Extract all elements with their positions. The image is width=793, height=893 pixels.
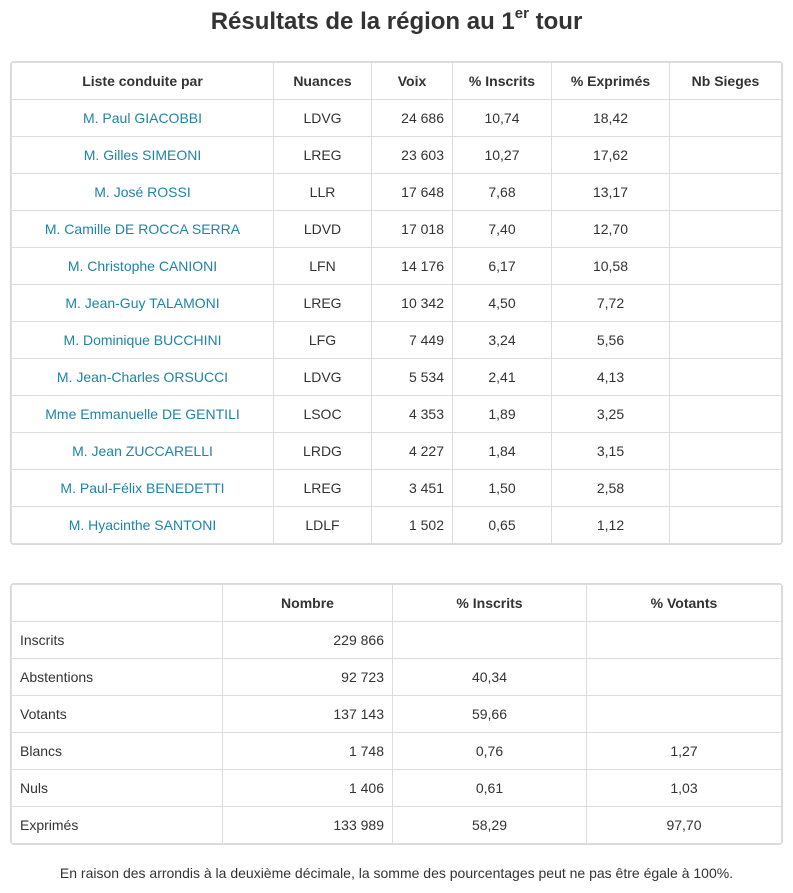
header-liste: Liste conduite par [12, 63, 274, 100]
header-pct-exprimes: % Exprimés [552, 63, 670, 100]
stat-nombre: 1 748 [223, 733, 393, 770]
candidate-link[interactable]: M. Dominique BUCCHINI [12, 322, 274, 359]
pct-inscrits-cell: 7,68 [453, 174, 552, 211]
stat-label: Inscrits [12, 622, 223, 659]
stat-pct-inscrits: 40,34 [393, 659, 587, 696]
pct-inscrits-cell: 1,84 [453, 433, 552, 470]
stat-pct-inscrits [393, 622, 587, 659]
voix-cell: 17 648 [372, 174, 453, 211]
pct-inscrits-cell: 10,74 [453, 100, 552, 137]
table-row [12, 396, 782, 433]
candidate-link[interactable]: M. Christophe CANIONI [12, 248, 274, 285]
stat-nombre: 1 406 [223, 770, 393, 807]
table-row [12, 770, 782, 807]
nb-sieges-cell [670, 322, 782, 359]
voix-cell: 24 686 [372, 100, 453, 137]
pct-inscrits-cell: 7,40 [453, 211, 552, 248]
pct-exprimes-cell: 2,58 [552, 470, 670, 507]
table-row [12, 433, 782, 470]
pct-exprimes-cell: 12,70 [552, 211, 670, 248]
nb-sieges-cell [670, 248, 782, 285]
table-row [12, 470, 782, 507]
header-nb-sieges: Nb Sieges [670, 63, 782, 100]
candidate-link[interactable]: M. Jean-Charles ORSUCCI [12, 359, 274, 396]
voix-cell: 7 449 [372, 322, 453, 359]
pct-exprimes-cell: 4,13 [552, 359, 670, 396]
stat-label: Exprimés [12, 807, 223, 844]
candidate-link[interactable]: M. Paul GIACOBBI [12, 100, 274, 137]
nuance-cell: LDVG [274, 359, 372, 396]
voix-cell: 23 603 [372, 137, 453, 174]
table-row [12, 137, 782, 174]
stats-header-row [12, 585, 782, 622]
pct-inscrits-cell: 1,89 [453, 396, 552, 433]
table-row [12, 322, 782, 359]
nuance-cell: LDVD [274, 211, 372, 248]
stat-nombre: 92 723 [223, 659, 393, 696]
stat-pct-votants [587, 659, 782, 696]
nuance-cell: LREG [274, 285, 372, 322]
stat-nombre: 137 143 [223, 696, 393, 733]
nb-sieges-cell [670, 100, 782, 137]
pct-inscrits-cell: 0,65 [453, 507, 552, 544]
results-table [11, 62, 782, 544]
header-empty [12, 585, 223, 622]
table-row [12, 248, 782, 285]
pct-exprimes-cell: 3,25 [552, 396, 670, 433]
pct-inscrits-cell: 6,17 [453, 248, 552, 285]
nb-sieges-cell [670, 359, 782, 396]
candidate-link[interactable]: M. José ROSSI [12, 174, 274, 211]
table-row [12, 659, 782, 696]
stat-pct-votants: 1,27 [587, 733, 782, 770]
stat-pct-votants [587, 696, 782, 733]
nb-sieges-cell [670, 174, 782, 211]
stat-pct-votants [587, 622, 782, 659]
title-main: Résultats de la région au 1 [210, 8, 515, 35]
nb-sieges-cell [670, 285, 782, 322]
nuance-cell: LFN [274, 248, 372, 285]
pct-inscrits-cell: 10,27 [453, 137, 552, 174]
nuance-cell: LSOC [274, 396, 372, 433]
pct-exprimes-cell: 17,62 [552, 137, 670, 174]
candidate-link[interactable]: M. Camille DE ROCCA SERRA [12, 211, 274, 248]
stat-pct-inscrits: 58,29 [393, 807, 587, 844]
table-row [12, 174, 782, 211]
nuance-cell: LREG [274, 470, 372, 507]
title-end: tour [528, 8, 583, 35]
stat-pct-votants: 1,03 [587, 770, 782, 807]
footnote: En raison des arrondis à la deuxième décimale, la somme des pourcentages peut ne pas être égale à 100%. [59, 865, 734, 881]
stat-label: Votants [12, 696, 223, 733]
table-row [12, 359, 782, 396]
candidate-link[interactable]: M. Jean ZUCCARELLI [12, 433, 274, 470]
stat-pct-inscrits: 0,61 [393, 770, 587, 807]
candidate-link[interactable]: M. Hyacinthe SANTONI [12, 507, 274, 544]
stat-pct-votants: 97,70 [587, 807, 782, 844]
nb-sieges-cell [670, 211, 782, 248]
header-pct-inscrits: % Inscrits [453, 63, 552, 100]
nb-sieges-cell [670, 137, 782, 174]
voix-cell: 10 342 [372, 285, 453, 322]
pct-exprimes-cell: 1,12 [552, 507, 670, 544]
table-row [12, 807, 782, 844]
header-pct-votants: % Votants [587, 585, 782, 622]
voix-cell: 17 018 [372, 211, 453, 248]
candidate-link[interactable]: M. Paul-Félix BENEDETTI [12, 470, 274, 507]
table-row [12, 100, 782, 137]
pct-exprimes-cell: 10,58 [552, 248, 670, 285]
voix-cell: 1 502 [372, 507, 453, 544]
pct-exprimes-cell: 3,15 [552, 433, 670, 470]
candidate-link[interactable]: M. Jean-Guy TALAMONI [12, 285, 274, 322]
pct-inscrits-cell: 2,41 [453, 359, 552, 396]
voix-cell: 4 353 [372, 396, 453, 433]
table-row [12, 285, 782, 322]
header-stats-pct-inscrits: % Inscrits [393, 585, 587, 622]
page-title [0, 6, 793, 38]
table-row [12, 696, 782, 733]
nb-sieges-cell [670, 507, 782, 544]
voix-cell: 14 176 [372, 248, 453, 285]
pct-exprimes-cell: 13,17 [552, 174, 670, 211]
table-row [12, 211, 782, 248]
stat-pct-inscrits: 59,66 [393, 696, 587, 733]
candidate-link[interactable]: Mme Emmanuelle DE GENTILI [12, 396, 274, 433]
stat-nombre: 133 989 [223, 807, 393, 844]
nuance-cell: LDVG [274, 100, 372, 137]
stat-pct-inscrits: 0,76 [393, 733, 587, 770]
stat-label: Blancs [12, 733, 223, 770]
voix-cell: 4 227 [372, 433, 453, 470]
stat-label: Nuls [12, 770, 223, 807]
nuance-cell: LREG [274, 137, 372, 174]
voix-cell: 3 451 [372, 470, 453, 507]
nuance-cell: LLR [274, 174, 372, 211]
nuance-cell: LRDG [274, 433, 372, 470]
header-nombre: Nombre [223, 585, 393, 622]
pct-inscrits-cell: 1,50 [453, 470, 552, 507]
nb-sieges-cell [670, 396, 782, 433]
pct-inscrits-cell: 4,50 [453, 285, 552, 322]
table-row [12, 622, 782, 659]
stat-nombre: 229 866 [223, 622, 393, 659]
pct-inscrits-cell: 3,24 [453, 322, 552, 359]
voix-cell: 5 534 [372, 359, 453, 396]
pct-exprimes-cell: 7,72 [552, 285, 670, 322]
nuance-cell: LDLF [274, 507, 372, 544]
header-voix: Voix [372, 63, 453, 100]
pct-exprimes-cell: 18,42 [552, 100, 670, 137]
stats-table [11, 584, 782, 844]
pct-exprimes-cell: 5,56 [552, 322, 670, 359]
title-superscript: er [514, 5, 529, 22]
results-header-row [12, 63, 782, 100]
table-row [12, 733, 782, 770]
nb-sieges-cell [670, 470, 782, 507]
nuance-cell: LFG [274, 322, 372, 359]
table-row [12, 507, 782, 544]
nb-sieges-cell [670, 433, 782, 470]
header-nuances: Nuances [274, 63, 372, 100]
candidate-link[interactable]: M. Gilles SIMEONI [12, 137, 274, 174]
stat-label: Abstentions [12, 659, 223, 696]
